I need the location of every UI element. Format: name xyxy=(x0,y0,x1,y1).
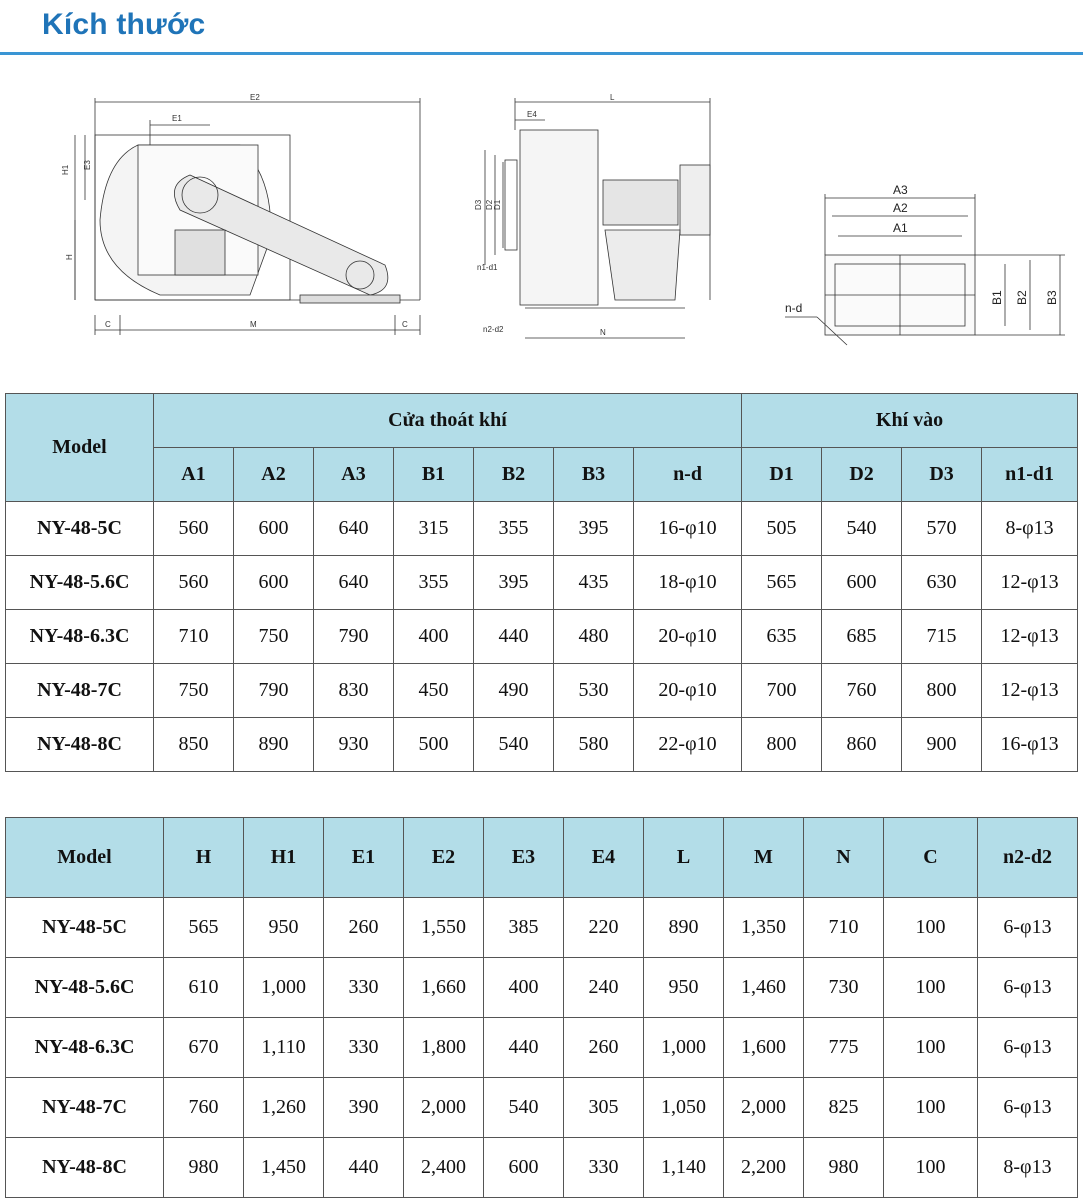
value-cell: 1,600 xyxy=(724,1018,804,1078)
value-cell: 355 xyxy=(474,502,554,556)
value-cell: 1,800 xyxy=(404,1018,484,1078)
label-m: M xyxy=(250,320,257,329)
label-l: L xyxy=(610,93,615,102)
value-cell: 1,050 xyxy=(644,1078,724,1138)
value-cell: 830 xyxy=(314,664,394,718)
value-cell: 260 xyxy=(324,898,404,958)
col-header: E2 xyxy=(404,818,484,898)
value-cell: 980 xyxy=(164,1138,244,1198)
value-cell: 610 xyxy=(164,958,244,1018)
col-header: E1 xyxy=(324,818,404,898)
table-row xyxy=(6,718,1078,772)
model-cell: NY-48-8C xyxy=(6,718,154,772)
value-cell: 710 xyxy=(804,898,884,958)
value-cell: 540 xyxy=(484,1078,564,1138)
value-cell: 440 xyxy=(484,1018,564,1078)
value-cell: 750 xyxy=(154,664,234,718)
value-cell: 440 xyxy=(474,610,554,664)
outlet-group-header: Cửa thoát khí xyxy=(154,394,742,448)
value-cell: 600 xyxy=(234,502,314,556)
value-cell: 580 xyxy=(554,718,634,772)
table-row xyxy=(6,502,1078,556)
col-header: A3 xyxy=(314,448,394,502)
label-a2: A2 xyxy=(893,201,908,215)
table-row xyxy=(6,610,1078,664)
model-cell: NY-48-6.3C xyxy=(6,1018,164,1078)
value-cell: 760 xyxy=(822,664,902,718)
value-cell: 240 xyxy=(564,958,644,1018)
front-view-drawing xyxy=(50,90,430,350)
value-cell: 750 xyxy=(234,610,314,664)
table-row xyxy=(6,556,1078,610)
value-cell: 480 xyxy=(554,610,634,664)
table-row xyxy=(6,1018,1078,1078)
value-cell: 980 xyxy=(804,1138,884,1198)
label-d2: D2 xyxy=(485,199,494,210)
title-divider xyxy=(0,52,1083,55)
value-cell: 490 xyxy=(474,664,554,718)
value-cell: 385 xyxy=(484,898,564,958)
value-cell: 100 xyxy=(884,1138,978,1198)
value-cell: 1,000 xyxy=(244,958,324,1018)
value-cell: 700 xyxy=(742,664,822,718)
col-header: L xyxy=(644,818,724,898)
value-cell: 1,000 xyxy=(644,1018,724,1078)
label-a3: A3 xyxy=(893,183,908,197)
value-cell: 100 xyxy=(884,958,978,1018)
table-row xyxy=(6,1138,1078,1198)
value-cell: 640 xyxy=(314,556,394,610)
value-cell: 100 xyxy=(884,1018,978,1078)
value-cell: 800 xyxy=(742,718,822,772)
col-header: n1-d1 xyxy=(982,448,1078,502)
value-cell: 560 xyxy=(154,556,234,610)
value-cell: 8-φ13 xyxy=(982,502,1078,556)
col-header: E4 xyxy=(564,818,644,898)
col-header: n2-d2 xyxy=(978,818,1078,898)
col-header: B1 xyxy=(394,448,474,502)
label-d1: D1 xyxy=(493,199,502,210)
col-header: M xyxy=(724,818,804,898)
value-cell: 1,460 xyxy=(724,958,804,1018)
col-header: D2 xyxy=(822,448,902,502)
value-cell: 220 xyxy=(564,898,644,958)
value-cell: 860 xyxy=(822,718,902,772)
value-cell: 400 xyxy=(484,958,564,1018)
label-c-right: C xyxy=(402,320,408,329)
inlet-group-header: Khí vào xyxy=(742,394,1078,448)
col-header: H xyxy=(164,818,244,898)
table-row xyxy=(6,958,1078,1018)
value-cell: 315 xyxy=(394,502,474,556)
label-e1: E1 xyxy=(172,114,182,123)
label-n: N xyxy=(600,328,606,337)
value-cell: 950 xyxy=(244,898,324,958)
value-cell: 330 xyxy=(564,1138,644,1198)
label-n1-d1: n1-d1 xyxy=(477,263,498,272)
value-cell: 825 xyxy=(804,1078,884,1138)
value-cell: 760 xyxy=(164,1078,244,1138)
value-cell: 18-φ10 xyxy=(634,556,742,610)
model-cell: NY-48-5C xyxy=(6,502,154,556)
col-header: H1 xyxy=(244,818,324,898)
table-row xyxy=(6,664,1078,718)
value-cell: 12-φ13 xyxy=(982,610,1078,664)
value-cell: 260 xyxy=(564,1018,644,1078)
col-header: n-d xyxy=(634,448,742,502)
value-cell: 600 xyxy=(234,556,314,610)
value-cell: 12-φ13 xyxy=(982,556,1078,610)
value-cell: 530 xyxy=(554,664,634,718)
value-cell: 6-φ13 xyxy=(978,958,1078,1018)
value-cell: 505 xyxy=(742,502,822,556)
value-cell: 2,200 xyxy=(724,1138,804,1198)
label-e3: E3 xyxy=(83,160,92,170)
col-header: D1 xyxy=(742,448,822,502)
value-cell: 390 xyxy=(324,1078,404,1138)
model-cell: NY-48-5.6C xyxy=(6,556,154,610)
col-header: C xyxy=(884,818,978,898)
col-header: B2 xyxy=(474,448,554,502)
label-b3: B3 xyxy=(1045,290,1059,305)
value-cell: 435 xyxy=(554,556,634,610)
model-cell: NY-48-6.3C xyxy=(6,610,154,664)
model-cell: NY-48-7C xyxy=(6,1078,164,1138)
value-cell: 330 xyxy=(324,1018,404,1078)
label-e2: E2 xyxy=(250,93,260,102)
page-title: Kích thước xyxy=(42,8,206,41)
value-cell: 1,350 xyxy=(724,898,804,958)
value-cell: 20-φ10 xyxy=(634,610,742,664)
value-cell: 600 xyxy=(484,1138,564,1198)
value-cell: 930 xyxy=(314,718,394,772)
value-cell: 1,110 xyxy=(244,1018,324,1078)
dimension-drawings xyxy=(0,60,1083,380)
value-cell: 900 xyxy=(902,718,982,772)
value-cell: 640 xyxy=(314,502,394,556)
col-header: D3 xyxy=(902,448,982,502)
label-h: H xyxy=(65,254,74,260)
model-header: Model xyxy=(6,818,164,898)
side-view-drawing xyxy=(465,90,725,350)
value-cell: 540 xyxy=(822,502,902,556)
value-cell: 20-φ10 xyxy=(634,664,742,718)
value-cell: 890 xyxy=(234,718,314,772)
value-cell: 635 xyxy=(742,610,822,664)
value-cell: 8-φ13 xyxy=(978,1138,1078,1198)
value-cell: 790 xyxy=(314,610,394,664)
model-cell: NY-48-7C xyxy=(6,664,154,718)
value-cell: 450 xyxy=(394,664,474,718)
value-cell: 16-φ10 xyxy=(634,502,742,556)
model-header: Model xyxy=(6,394,154,502)
label-e4: E4 xyxy=(527,110,537,119)
label-h1: H1 xyxy=(61,164,70,175)
value-cell: 800 xyxy=(902,664,982,718)
value-cell: 2,000 xyxy=(724,1078,804,1138)
value-cell: 330 xyxy=(324,958,404,1018)
value-cell: 500 xyxy=(394,718,474,772)
value-cell: 715 xyxy=(902,610,982,664)
value-cell: 2,400 xyxy=(404,1138,484,1198)
value-cell: 730 xyxy=(804,958,884,1018)
value-cell: 1,140 xyxy=(644,1138,724,1198)
col-header: A1 xyxy=(154,448,234,502)
value-cell: 950 xyxy=(644,958,724,1018)
value-cell: 1,550 xyxy=(404,898,484,958)
value-cell: 790 xyxy=(234,664,314,718)
value-cell: 570 xyxy=(902,502,982,556)
dimensions-table xyxy=(5,817,1078,1198)
value-cell: 12-φ13 xyxy=(982,664,1078,718)
value-cell: 775 xyxy=(804,1018,884,1078)
value-cell: 600 xyxy=(822,556,902,610)
value-cell: 560 xyxy=(154,502,234,556)
value-cell: 890 xyxy=(644,898,724,958)
label-b2: B2 xyxy=(1015,290,1029,305)
col-header: E3 xyxy=(484,818,564,898)
value-cell: 305 xyxy=(564,1078,644,1138)
outlet-inlet-table xyxy=(5,393,1078,772)
value-cell: 6-φ13 xyxy=(978,1018,1078,1078)
value-cell: 22-φ10 xyxy=(634,718,742,772)
model-cell: NY-48-5.6C xyxy=(6,958,164,1018)
value-cell: 395 xyxy=(474,556,554,610)
label-c-left: C xyxy=(105,320,111,329)
model-cell: NY-48-8C xyxy=(6,1138,164,1198)
col-header: A2 xyxy=(234,448,314,502)
flange-drawing xyxy=(775,180,1075,350)
value-cell: 710 xyxy=(154,610,234,664)
value-cell: 1,450 xyxy=(244,1138,324,1198)
value-cell: 540 xyxy=(474,718,554,772)
value-cell: 685 xyxy=(822,610,902,664)
table-row xyxy=(6,1078,1078,1138)
value-cell: 1,660 xyxy=(404,958,484,1018)
table-row xyxy=(6,898,1078,958)
value-cell: 440 xyxy=(324,1138,404,1198)
label-a1: A1 xyxy=(893,221,908,235)
col-header: N xyxy=(804,818,884,898)
value-cell: 565 xyxy=(742,556,822,610)
label-n-d: n-d xyxy=(785,301,803,315)
value-cell: 565 xyxy=(164,898,244,958)
value-cell: 630 xyxy=(902,556,982,610)
model-cell: NY-48-5C xyxy=(6,898,164,958)
value-cell: 2,000 xyxy=(404,1078,484,1138)
value-cell: 355 xyxy=(394,556,474,610)
label-d3: D3 xyxy=(474,199,483,210)
value-cell: 850 xyxy=(154,718,234,772)
value-cell: 395 xyxy=(554,502,634,556)
value-cell: 6-φ13 xyxy=(978,1078,1078,1138)
value-cell: 6-φ13 xyxy=(978,898,1078,958)
value-cell: 100 xyxy=(884,1078,978,1138)
label-b1: B1 xyxy=(990,290,1004,305)
value-cell: 16-φ13 xyxy=(982,718,1078,772)
col-header: B3 xyxy=(554,448,634,502)
label-n2-d2: n2-d2 xyxy=(483,325,504,334)
value-cell: 670 xyxy=(164,1018,244,1078)
value-cell: 1,260 xyxy=(244,1078,324,1138)
value-cell: 100 xyxy=(884,898,978,958)
value-cell: 400 xyxy=(394,610,474,664)
